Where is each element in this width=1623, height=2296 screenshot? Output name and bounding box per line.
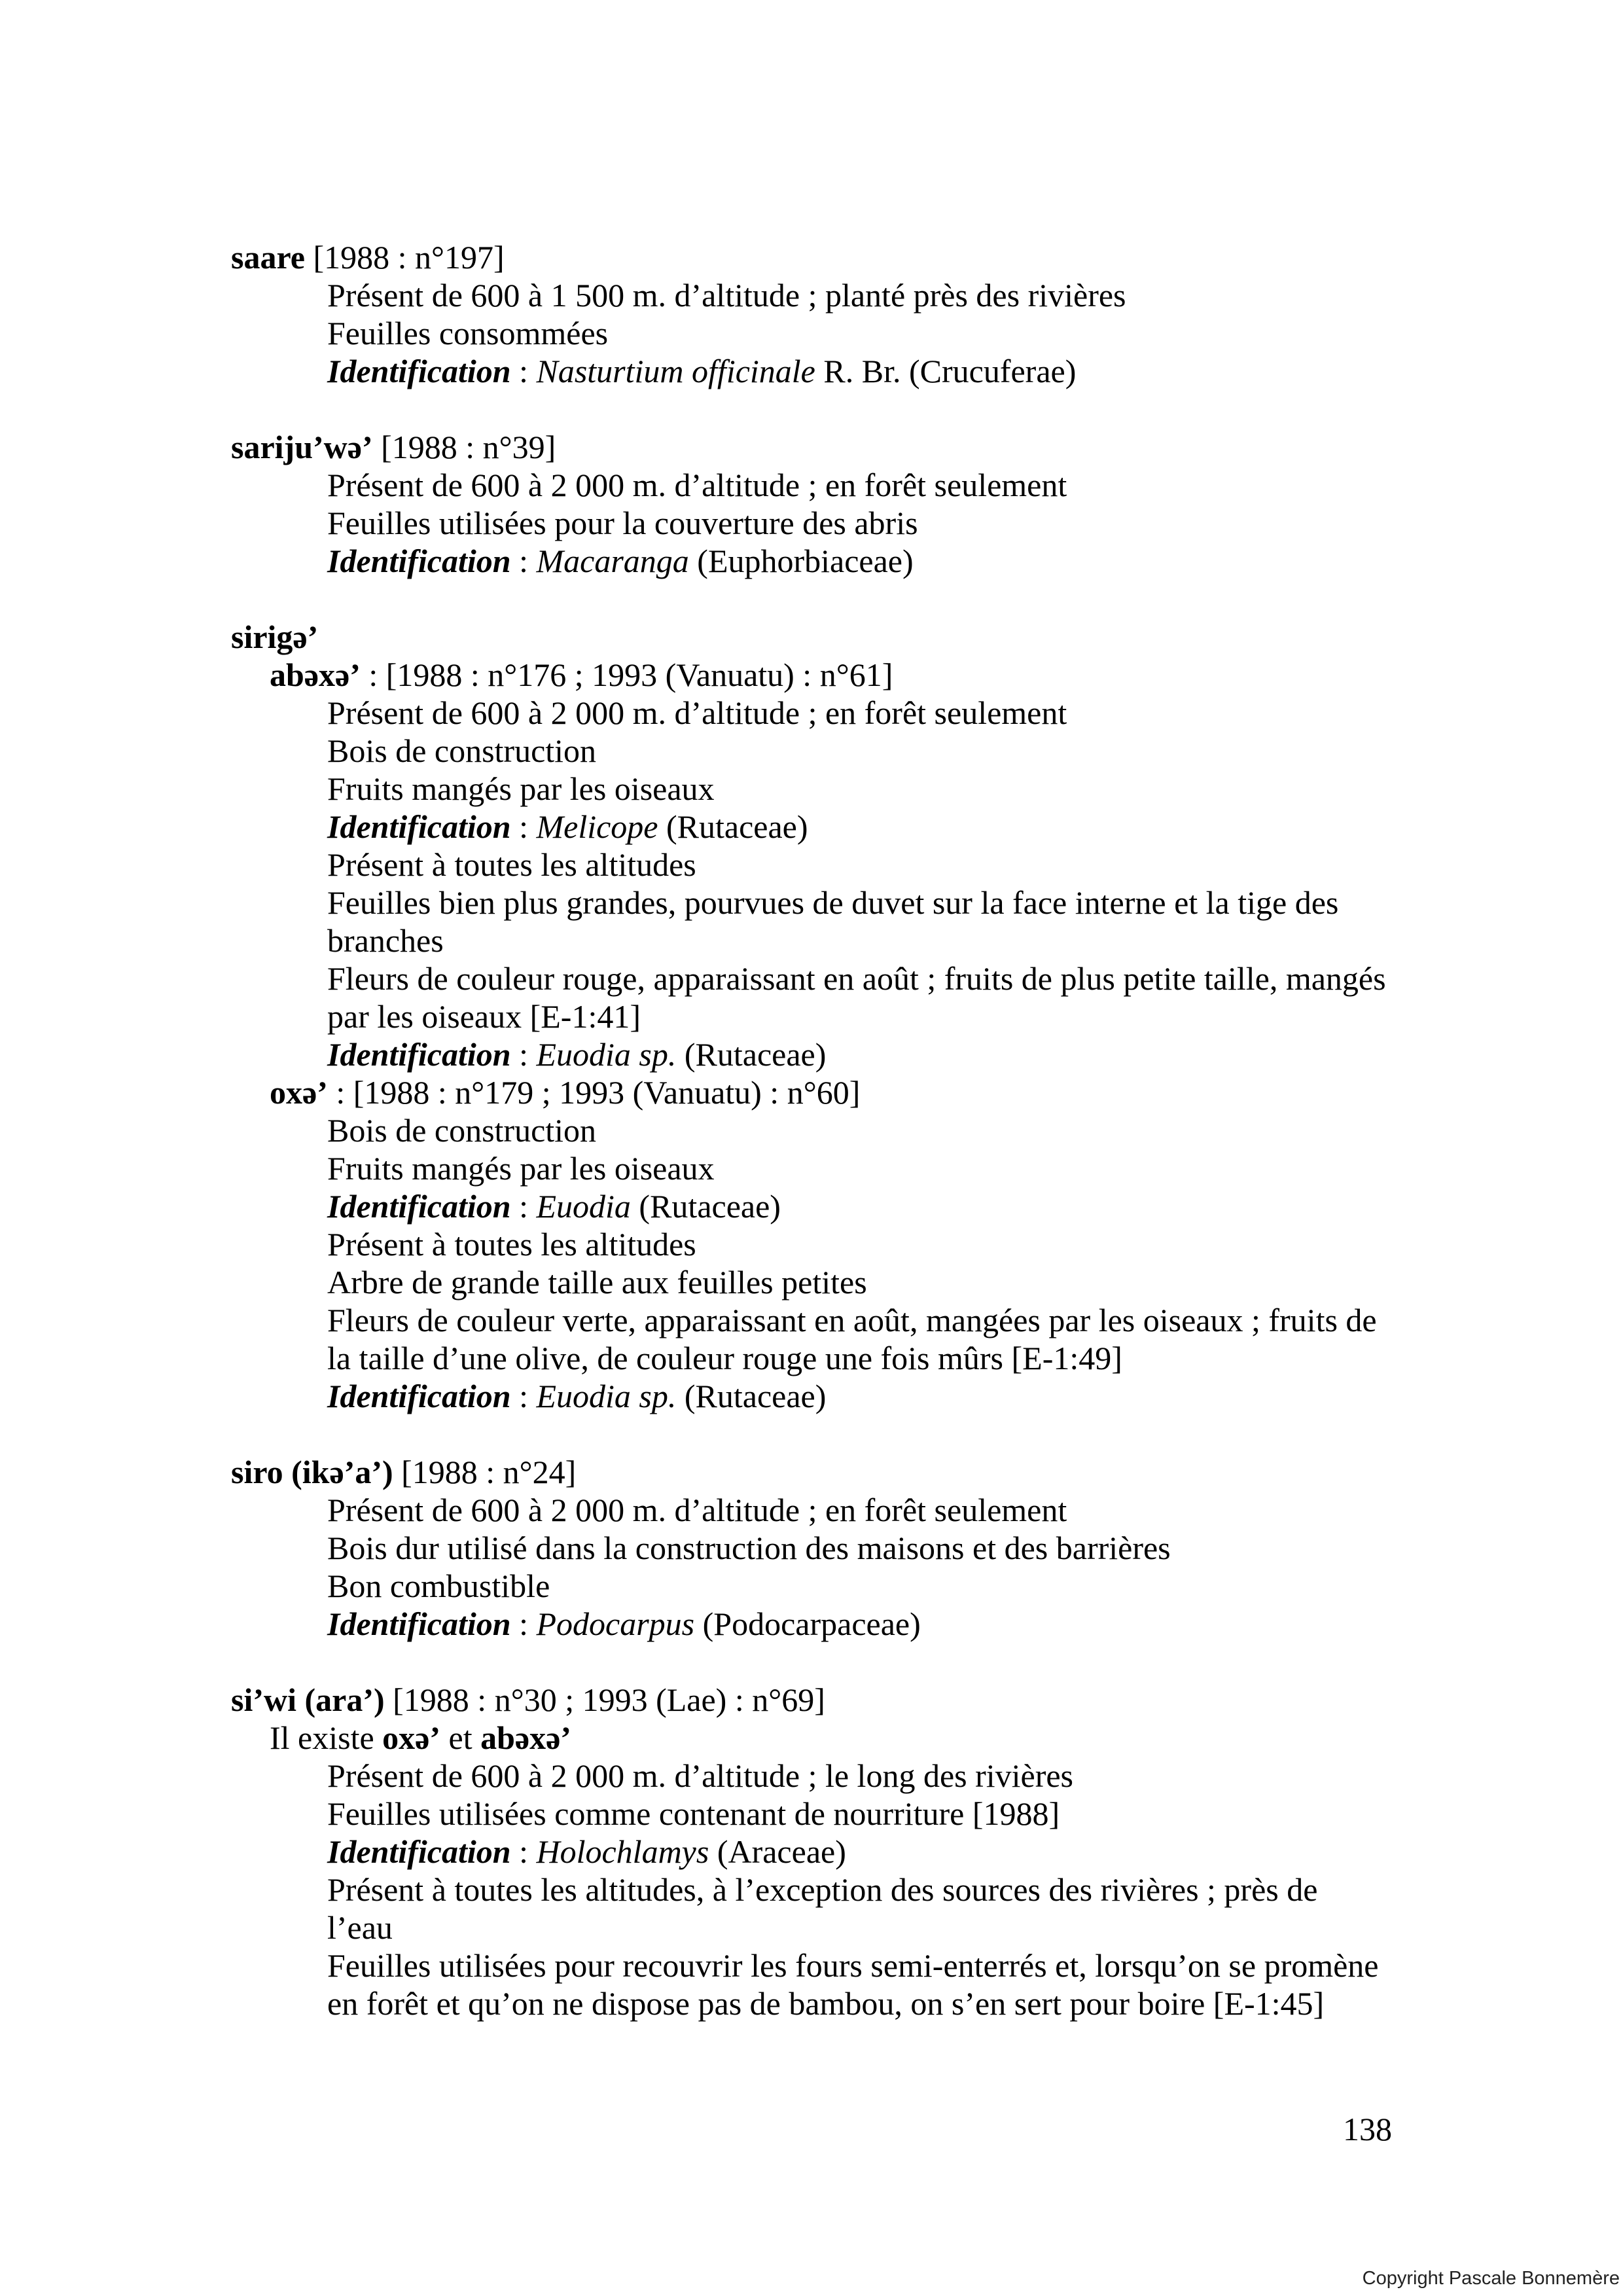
text-segment: : — [510, 1378, 537, 1414]
text-segment: siro (ikə’a’) — [231, 1454, 393, 1490]
text-segment: Euodia sp. — [536, 1378, 677, 1414]
text-segment: abəxə’ — [480, 1719, 571, 1756]
entry-text-line — [231, 1491, 1396, 1529]
entry-text-line — [231, 960, 1396, 997]
text-segment: branches — [327, 922, 444, 959]
entry-text-line — [231, 1377, 1396, 1415]
text-segment: Fleurs de couleur rouge, apparaissant en août ; fruits de plus petite taille, mangés — [327, 960, 1386, 997]
text-segment: Présent de 600 à 2 000 m. d’altitude ; en forêt seulement — [327, 467, 1067, 503]
text-segment: Présent à toutes les altitudes — [327, 846, 696, 883]
text-segment: Feuilles utilisées pour la couverture des abris — [327, 505, 918, 541]
dictionary-entry — [231, 238, 1396, 390]
text-segment: Identification — [327, 353, 511, 389]
entry-subentry-line — [231, 656, 1396, 694]
entry-text-line — [231, 1225, 1396, 1263]
entry-text-line — [231, 1757, 1396, 1795]
entry-text-line — [231, 1946, 1396, 1984]
text-segment: (Rutaceae) — [658, 808, 808, 845]
text-segment: : — [510, 543, 537, 579]
text-segment: Présent de 600 à 1 500 m. d’altitude ; planté près des rivières — [327, 277, 1126, 314]
text-segment: Feuilles consommées — [327, 315, 609, 351]
text-segment: Identification — [327, 1036, 511, 1073]
text-segment: Bon combustible — [327, 1568, 550, 1604]
entry-text-line — [231, 504, 1396, 542]
page-content — [231, 238, 1396, 2022]
text-segment: saare — [231, 239, 305, 276]
dictionary-entry — [231, 618, 1396, 1415]
dictionary-entry — [231, 1453, 1396, 1643]
entry-text-line — [231, 770, 1396, 808]
text-segment: (Podocarpaceae) — [694, 1605, 921, 1642]
text-segment: Nasturtium officinale — [536, 353, 815, 389]
text-segment: Bois de construction — [327, 732, 597, 769]
entry-text-line — [231, 1111, 1396, 1149]
text-segment: Identification — [327, 1833, 511, 1870]
entry-text-line — [231, 1605, 1396, 1643]
entry-text-line — [231, 1567, 1396, 1605]
entry-text-line — [231, 1909, 1396, 1946]
text-segment: [1988 : n°197] — [304, 239, 505, 276]
entry-text-line — [231, 276, 1396, 314]
text-segment: Fleurs de couleur verte, apparaissant en août, mangées par les oiseaux ; fruits de — [327, 1302, 1377, 1338]
entry-text-line — [231, 808, 1396, 846]
text-segment: (Euphorbiaceae) — [688, 543, 914, 579]
entry-headword-line — [231, 1681, 1396, 1719]
text-segment: la taille d’une olive, de couleur rouge une fois mûrs [E-1:49] — [327, 1340, 1122, 1376]
text-segment: Euodia sp. — [536, 1036, 677, 1073]
page-number: 138 — [1343, 2111, 1392, 2147]
text-segment: Feuilles bien plus grandes, pourvues de duvet sur la face interne et la tige des — [327, 884, 1339, 921]
text-segment: Il existe — [270, 1719, 383, 1756]
text-segment: (Rutaceae) — [676, 1036, 827, 1073]
text-segment: abəxə’ — [270, 656, 361, 693]
text-segment: Feuilles utilisées pour recouvrir les fours semi-enterrés et, lorsqu’on se promène — [327, 1947, 1379, 1984]
text-segment: Holochlamys — [536, 1833, 709, 1870]
text-segment: sariju’wə’ — [231, 429, 373, 465]
entry-text-line — [231, 732, 1396, 770]
text-segment: Podocarpus — [536, 1605, 695, 1642]
entry-text-line — [231, 466, 1396, 504]
dictionary-entry — [231, 428, 1396, 580]
entry-headword-line — [231, 1453, 1396, 1491]
text-segment: en forêt et qu’on ne dispose pas de bambou, on s’en sert pour boire [E-1:45] — [327, 1985, 1325, 2022]
entry-text-line — [231, 922, 1396, 960]
entry-text-line — [231, 542, 1396, 580]
text-segment: : — [510, 1833, 537, 1870]
entry-text-line — [231, 846, 1396, 884]
text-segment: (Rutaceae) — [676, 1378, 827, 1414]
text-segment: Fruits mangés par les oiseaux — [327, 770, 715, 807]
text-segment: l’eau — [327, 1909, 393, 1946]
text-segment: Fruits mangés par les oiseaux — [327, 1150, 715, 1187]
text-segment: Macaranga — [536, 543, 689, 579]
entry-text-line — [231, 1339, 1396, 1377]
entry-text-line — [231, 1035, 1396, 1073]
entry-text-line — [231, 1984, 1396, 2022]
text-segment: si’wi (ara’) — [231, 1681, 385, 1718]
entry-headword-line — [231, 238, 1396, 276]
text-segment: oxə’ — [382, 1719, 441, 1756]
text-segment: Présent de 600 à 2 000 m. d’altitude ; en forêt seulement — [327, 1492, 1067, 1528]
dictionary-entry — [231, 1681, 1396, 2022]
text-segment: : [1988 : n°179 ; 1993 (Vanuatu) : n°60] — [327, 1074, 861, 1111]
text-segment: et — [440, 1719, 481, 1756]
text-segment: Arbre de grande taille aux feuilles petites — [327, 1264, 867, 1300]
text-segment: Présent à toutes les altitudes, à l’exception des sources des rivières ; près de — [327, 1871, 1318, 1908]
text-segment: Identification — [327, 808, 511, 845]
text-segment: Présent de 600 à 2 000 m. d’altitude ; en forêt seulement — [327, 694, 1067, 731]
text-segment: Bois de construction — [327, 1112, 597, 1149]
text-segment: par les oiseaux [E-1:41] — [327, 998, 641, 1035]
entry-text-line — [231, 1149, 1396, 1187]
entry-text-line — [231, 314, 1396, 352]
entry-subentry-line — [231, 1073, 1396, 1111]
text-segment: : — [510, 808, 537, 845]
text-segment: [1988 : n°39] — [372, 429, 556, 465]
text-segment: R. Br. (Crucuferae) — [815, 353, 1077, 389]
entry-text-line — [231, 1263, 1396, 1301]
text-segment: Identification — [327, 543, 511, 579]
entry-text-line — [231, 352, 1396, 390]
entry-text-line — [231, 1833, 1396, 1871]
entry-text-line — [231, 997, 1396, 1035]
text-segment: Identification — [327, 1605, 511, 1642]
copyright-notice: Copyright Pascale Bonnemère — [1362, 2268, 1620, 2289]
text-segment: [1988 : n°24] — [393, 1454, 577, 1490]
text-segment: Présent de 600 à 2 000 m. d’altitude ; le long des rivières — [327, 1757, 1074, 1794]
text-segment: oxə’ — [270, 1074, 328, 1111]
entry-text-line — [231, 1301, 1396, 1339]
text-segment: : [1988 : n°176 ; 1993 (Vanuatu) : n°61] — [360, 656, 893, 693]
entry-headword-line — [231, 618, 1396, 656]
entry-text-line — [231, 1529, 1396, 1567]
text-segment: [1988 : n°30 ; 1993 (Lae) : n°69] — [384, 1681, 825, 1718]
entry-text-line — [231, 884, 1396, 922]
text-segment: Identification — [327, 1378, 511, 1414]
text-segment: sirigə’ — [231, 619, 319, 655]
text-segment: Bois dur utilisé dans la construction des maisons et des barrières — [327, 1530, 1171, 1566]
entry-subentry-line — [231, 1719, 1396, 1757]
entry-headword-line — [231, 428, 1396, 466]
entry-text-line — [231, 1871, 1396, 1909]
text-segment: : — [510, 1188, 537, 1225]
text-segment: (Araceae) — [709, 1833, 846, 1870]
text-segment: (Rutaceae) — [630, 1188, 781, 1225]
text-segment: Euodia — [536, 1188, 631, 1225]
text-segment: Présent à toutes les altitudes — [327, 1226, 696, 1263]
text-segment: : — [510, 353, 537, 389]
text-segment: Melicope — [536, 808, 658, 845]
text-segment: : — [510, 1605, 537, 1642]
entry-text-line — [231, 694, 1396, 732]
entry-text-line — [231, 1187, 1396, 1225]
text-segment: Feuilles utilisées comme contenant de nourriture [1988] — [327, 1795, 1060, 1832]
text-segment: : — [510, 1036, 537, 1073]
entry-text-line — [231, 1795, 1396, 1833]
text-segment: Identification — [327, 1188, 511, 1225]
